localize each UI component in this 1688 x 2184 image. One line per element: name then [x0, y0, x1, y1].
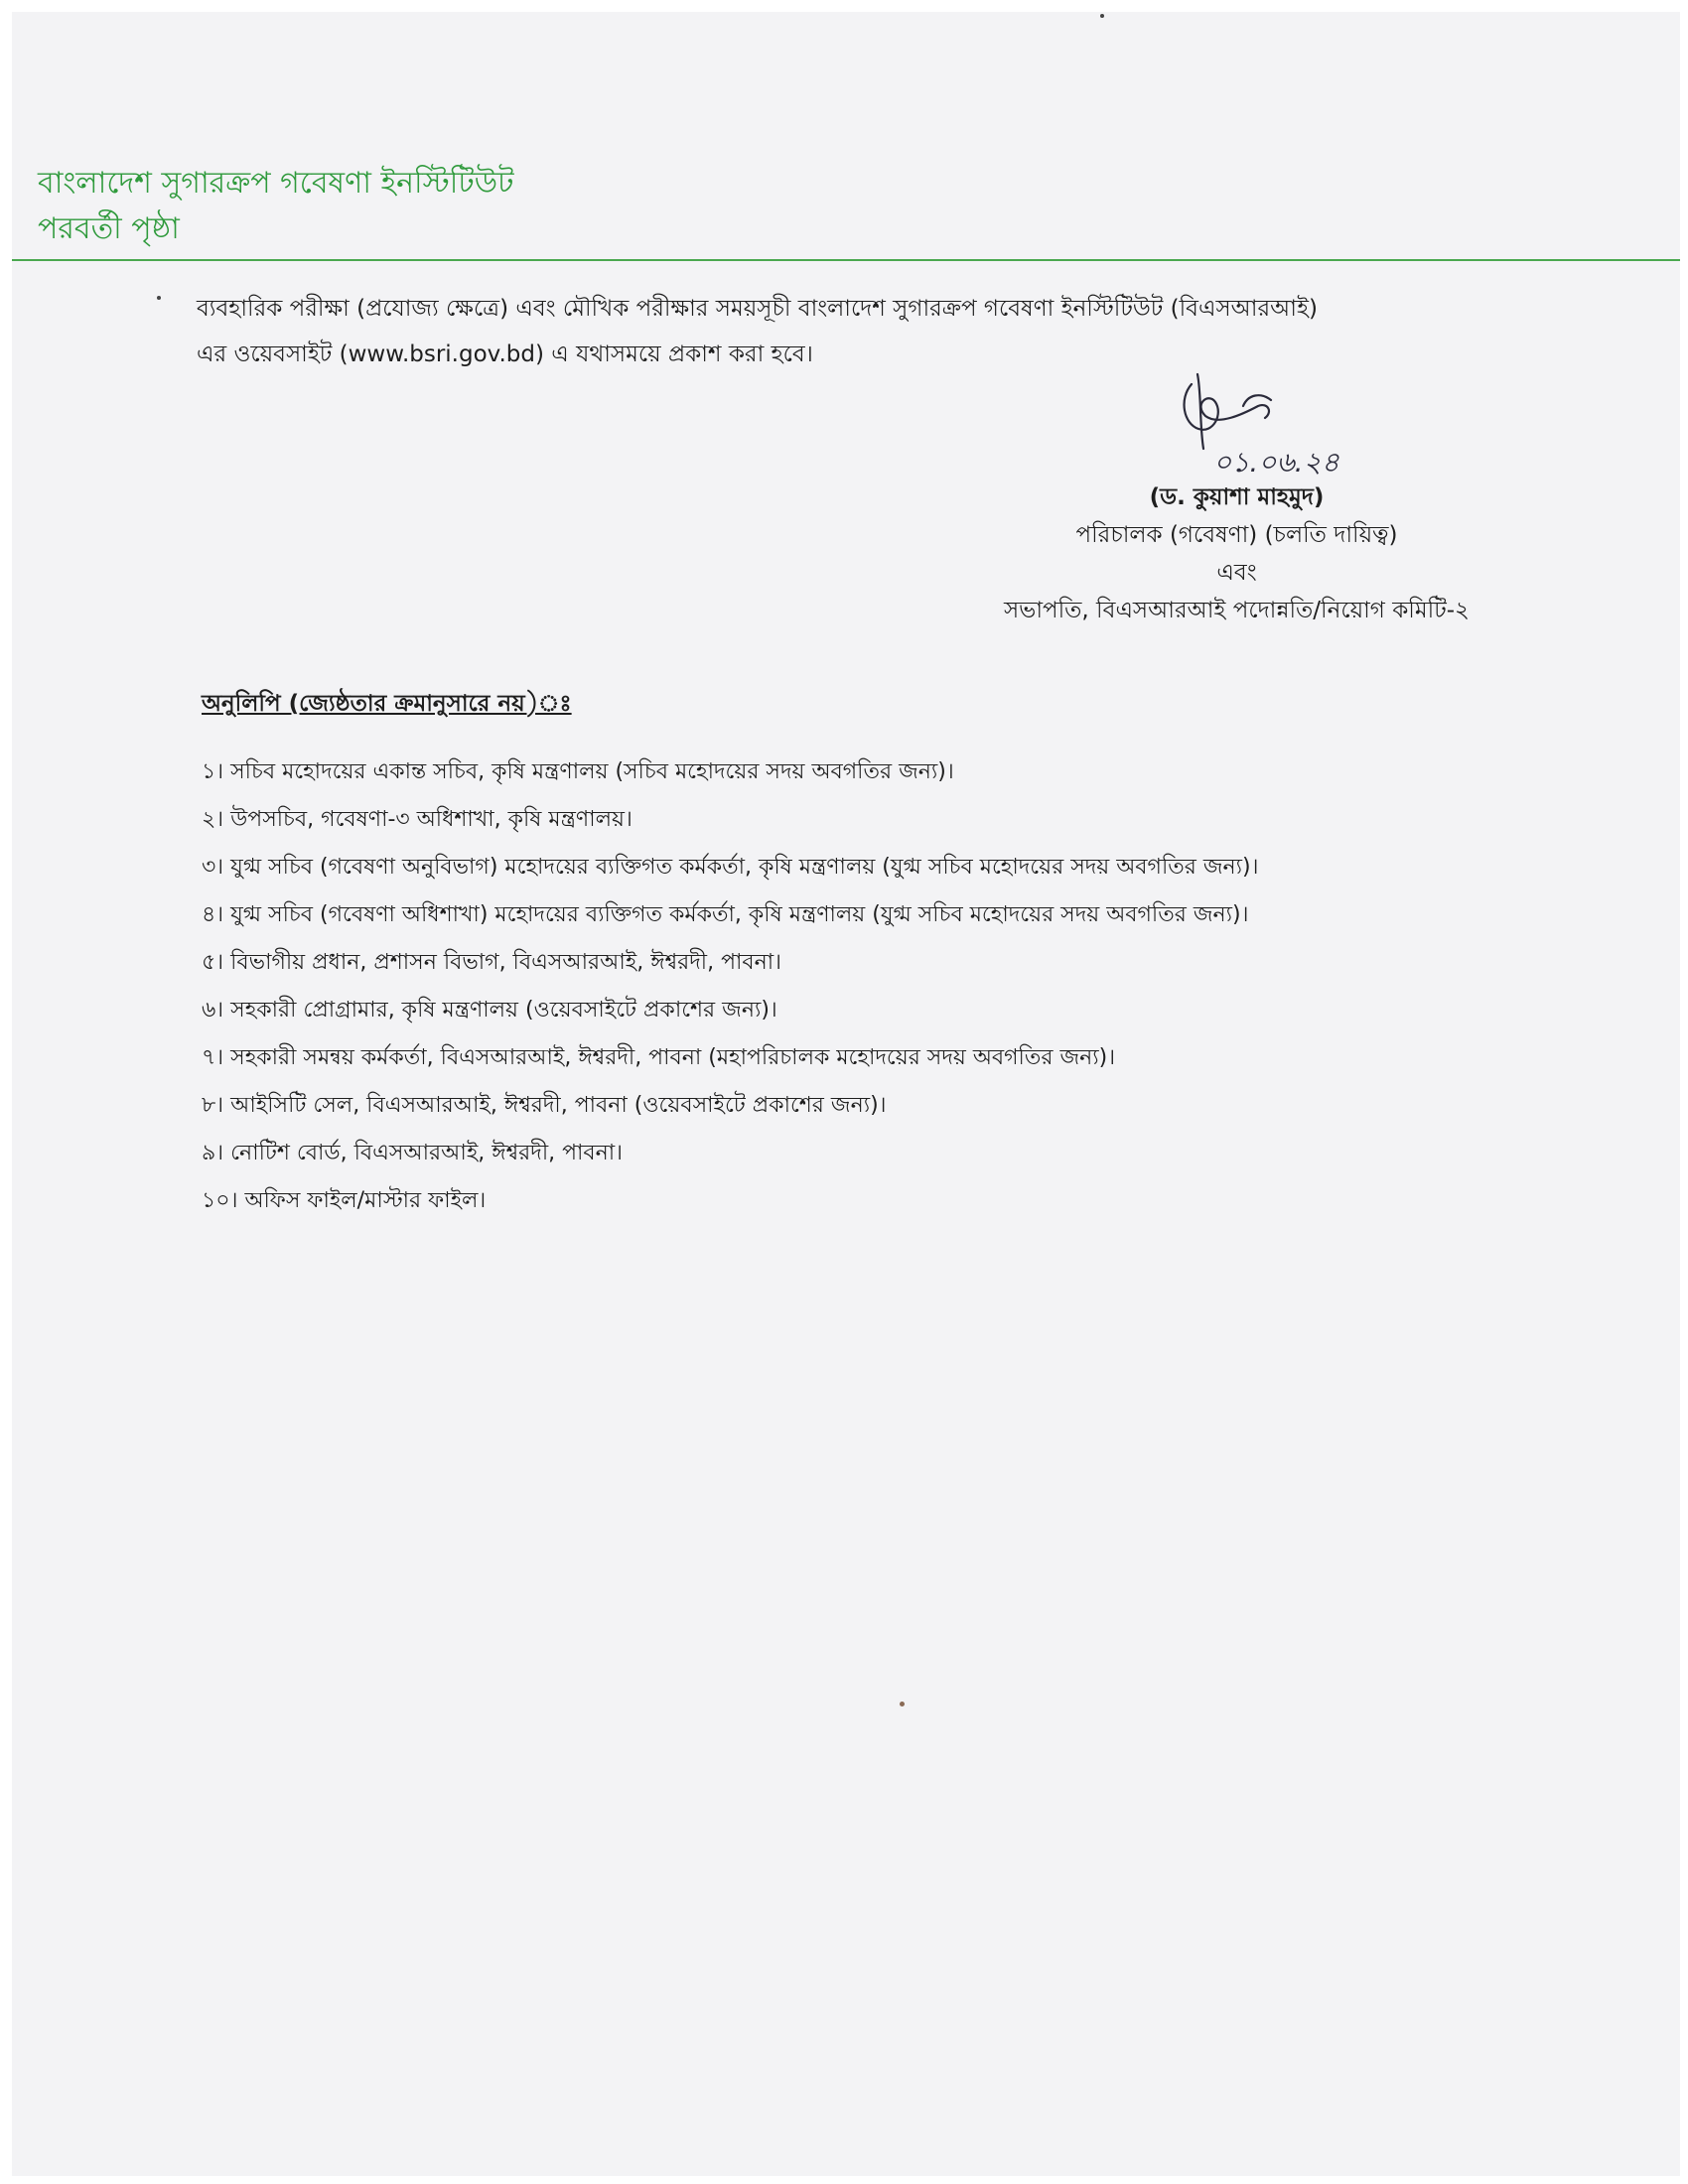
- letterhead: [38, 161, 513, 252]
- notice-line-2: এর ওয়েবসাইট (www.bsri.gov.bd) এ যথাসময়ে প্রকাশ করা হবে।: [197, 341, 813, 367]
- list-item: ১০। অফিস ফাইল/মাস্টার ফাইল।: [202, 1188, 487, 1213]
- document-page: [12, 12, 1680, 2176]
- signatory-conjunction: এবং: [1216, 560, 1257, 586]
- list-item: ৮। আইসিটি সেল, বিএসআরআই, ঈশ্বরদী, পাবনা (ওয়েবসাইটে প্রকাশের জন্য)।: [202, 1093, 887, 1118]
- copy-to-heading: অনুলিপি (জ্যেষ্ঠতার ক্রমানুসারে নয়)ঃ: [202, 691, 572, 717]
- signatory-name: (ড. কুয়াশা মাহমুদ): [1149, 484, 1325, 510]
- list-item: ৬। সহকারী প্রোগ্রামার, কৃষি মন্ত্রণালয় (ওয়েবসাইটে প্রকাশের জন্য)।: [202, 998, 777, 1023]
- continuation-note: পরবর্তী পৃষ্ঠা: [38, 211, 180, 246]
- list-item: ৪। যুগ্ম সচিব (গবেষণা অধিশাখা) মহোদয়ের ব্যক্তিগত কর্মকর্তা, কৃষি মন্ত্রণালয় (যুগ্ম সচিব মহোদয়ের সদয় অবগতির জন্য)।: [202, 902, 1249, 927]
- list-item: ১। সচিব মহোদয়ের একান্ত সচিব, কৃষি মন্ত্রণালয় (সচিব মহোদয়ের সদয় অবগতির জন্য)।: [202, 759, 954, 784]
- list-item: ৭। সহকারী সমন্বয় কর্মকর্তা, বিএসআরআই, ঈশ্বরদী, পাবনা (মহাপরিচালক মহোদয়ের সদয় অবগতির জন্য)।: [202, 1045, 1116, 1070]
- signatory-committee-role: সভাপতি, বিএসআরআই পদোন্নতি/নিয়োগ কমিটি-২: [1003, 598, 1470, 623]
- paper-speck: [900, 1702, 905, 1706]
- list-item: ২। উপসচিব, গবেষণা-৩ অধিশাখা, কৃষি মন্ত্রণালয়।: [202, 807, 633, 832]
- handwritten-signature: [1154, 354, 1382, 493]
- copy-to-list: [202, 749, 1522, 1225]
- list-item: ৯। নোটিশ বোর্ড, বিএসআরআই, ঈশ্বরদী, পাবনা।: [202, 1141, 624, 1165]
- paper-speck: [157, 296, 161, 300]
- list-item: ৩। যুগ্ম সচিব (গবেষণা অনুবিভাগ) মহোদয়ের ব্যক্তিগত কর্মকর্তা, কৃষি মন্ত্রণালয় (যুগ্ম সচিব মহোদয়ের সদয় অবগতির জন্য)।: [202, 855, 1259, 880]
- notice-line-1: ব্যবহারিক পরীক্ষা (প্রযোজ্য ক্ষেত্রে) এবং মৌখিক পরীক্ষার সময়সূচী বাংলাদেশ সুগারক্রপ গবেষণা ইনস্টিটিউট (বিএসআরআই): [197, 296, 1318, 322]
- header-divider: [12, 259, 1680, 261]
- signatory-designation: পরিচালক (গবেষণা) (চলতি দায়িত্ব): [1075, 522, 1398, 548]
- signatory-block: [1004, 478, 1470, 629]
- paper-speck: [1100, 14, 1104, 18]
- organization-name: বাংলাদেশ সুগারক্রপ গবেষণা ইনস্টিটিউট: [38, 166, 514, 201]
- list-item: ৫। বিভাগীয় প্রধান, প্রশাসন বিভাগ, বিএসআরআই, ঈশ্বরদী, পাবনা।: [202, 950, 782, 975]
- signature-date: ০১.০৬.২৪: [1213, 446, 1339, 478]
